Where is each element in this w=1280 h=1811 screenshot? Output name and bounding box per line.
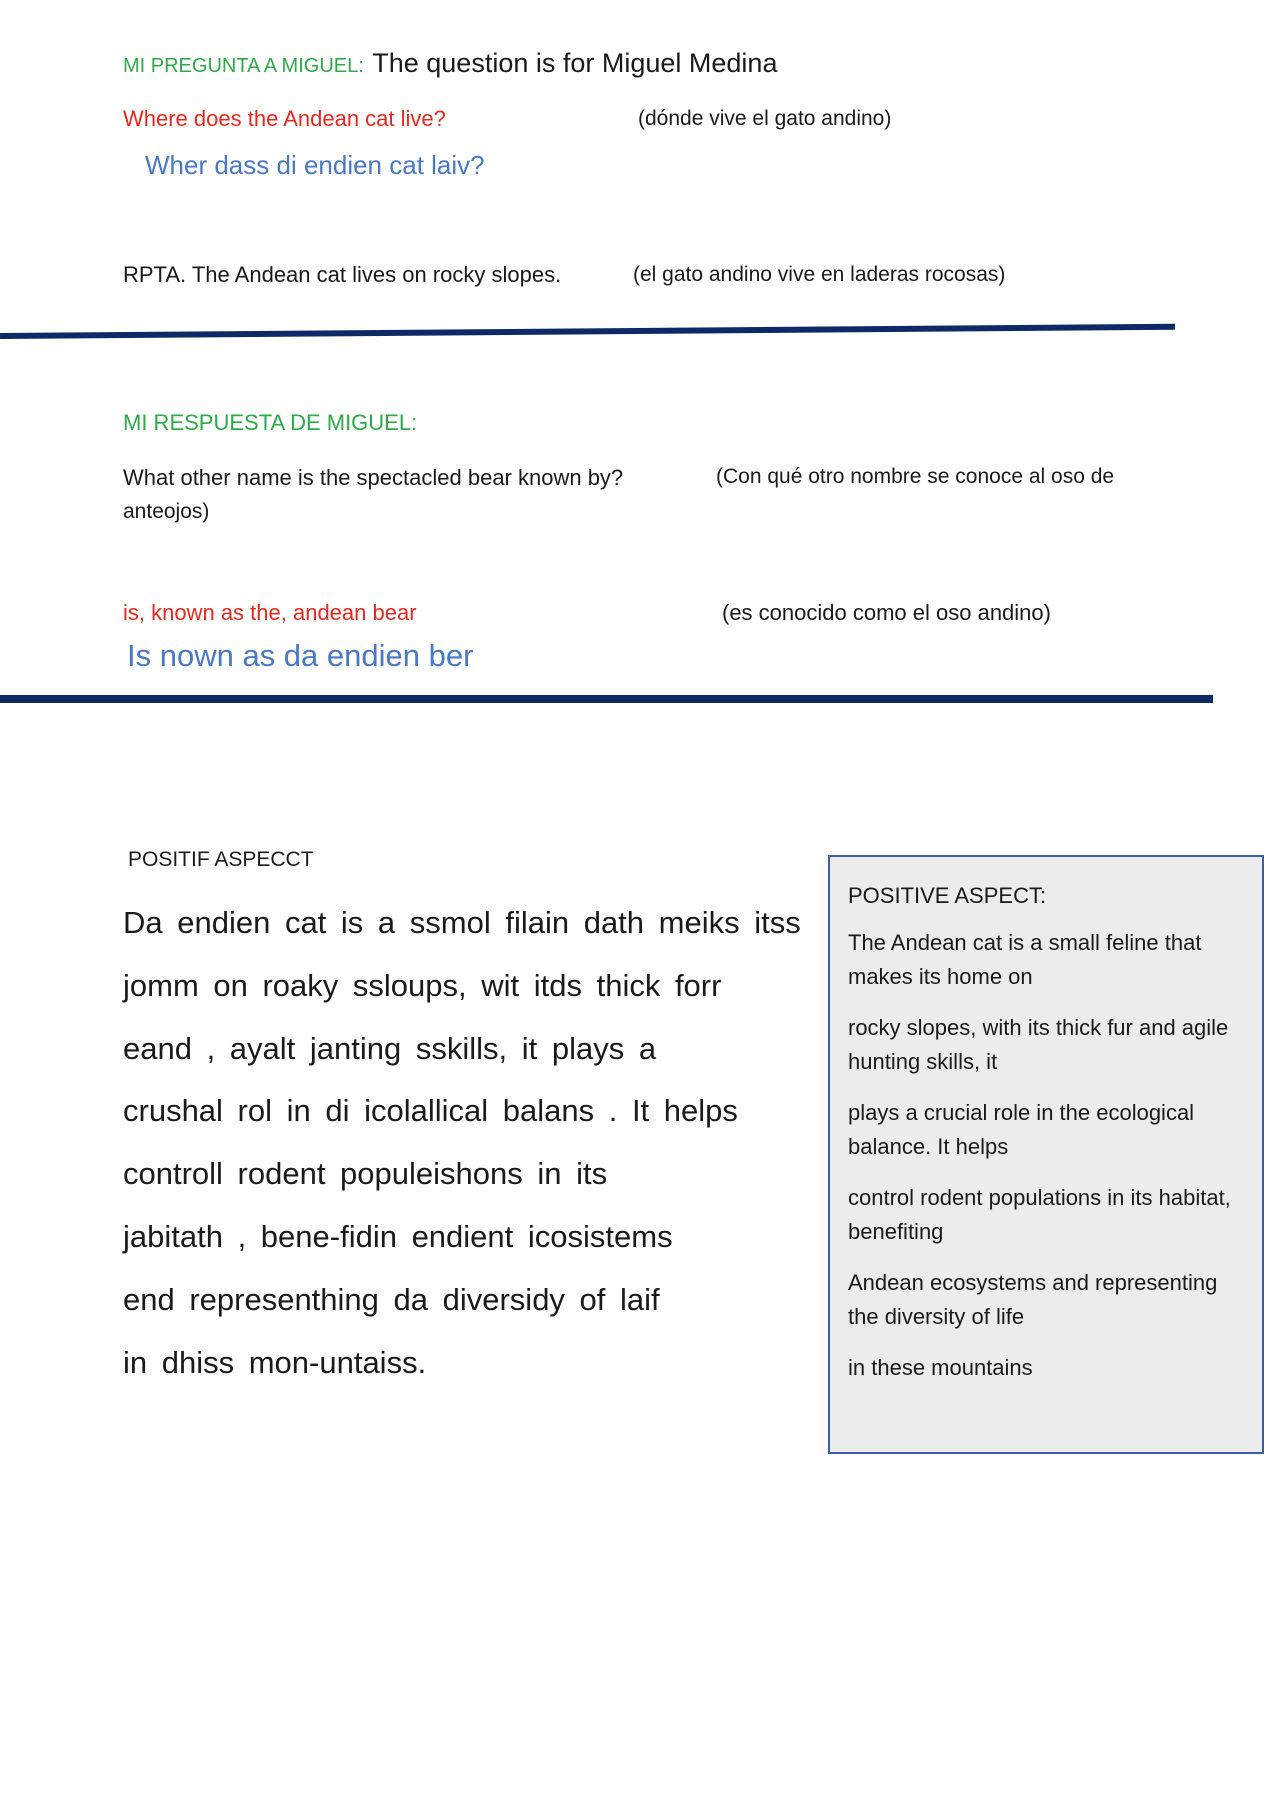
section1-label: MI PREGUNTA A MIGUEL:: [123, 55, 364, 77]
section3-heading: POSITIF ASPECCT: [128, 848, 314, 871]
phonetic-line: in dhiss mon-untaiss.: [123, 1344, 427, 1380]
phonetic-line: crushal rol in di icolallical balans . It helps: [123, 1093, 738, 1129]
phonetic-line: Da endien cat is a ssmol filain dath meiks itss: [123, 905, 801, 940]
section2-question-es: (Con qué otro nombre se conoce al oso de: [716, 465, 1115, 488]
section2-label: MI RESPUESTA DE MIGUEL:: [123, 410, 418, 435]
section-divider-1: [0, 324, 1175, 339]
phonetic-line: eand , ayalt janting sskills, it plays a: [123, 1030, 657, 1066]
phonetic-line: jomm on roaky ssloups, wit itds thick forr: [123, 967, 722, 1003]
section2-question-es-continued: anteojos): [123, 500, 210, 523]
positive-aspect-box-paragraph: plays a crucial role in the ecological balance. It helps: [848, 1100, 1195, 1159]
positive-aspect-box-heading: POSITIVE ASPECT:: [848, 883, 1047, 908]
positive-aspect-box-paragraph: The Andean cat is a small feline that makes its home on: [848, 930, 1202, 989]
phonetic-line: end representhing da diversidy of laif: [123, 1281, 660, 1317]
section1-question-es: (dónde vive el gato andino): [638, 107, 892, 130]
positive-aspect-box-paragraph: rocky slopes, with its thick fur and agile hunting skills, it: [848, 1015, 1229, 1074]
positive-aspect-box-paragraph: Andean ecosystems and representing the diversity of life: [848, 1270, 1218, 1329]
section1-header-line: [123, 48, 777, 79]
section-divider-2: [0, 695, 1213, 703]
section1-title: The question is for Miguel Medina: [372, 48, 778, 78]
positive-aspect-box-paragraph: control rodent populations in its habitat, benefiting: [848, 1185, 1231, 1244]
section2-question-en: What other name is the spectacled bear known by?: [123, 465, 624, 490]
section1-answer-en: RPTA. The Andean cat lives on rocky slopes.: [123, 262, 562, 287]
positive-aspect-box: [828, 855, 1264, 1454]
positive-aspect-box-paragraph: in these mountains: [848, 1355, 1033, 1380]
section1-question-phonetic: Wher dass di endien cat laiv?: [145, 150, 485, 180]
phonetic-line: jabitath , bene-fidin endient icosistems: [123, 1218, 673, 1254]
phonetic-line: controll rodent populeishons in its: [123, 1156, 608, 1192]
section2-answer-es: (es conocido como el oso andino): [722, 600, 1051, 625]
section1-question-en: Where does the Andean cat live?: [123, 106, 446, 131]
section1-answer-es: (el gato andino vive en laderas rocosas): [633, 263, 1006, 286]
section2-answer-en: is, known as the, andean bear: [123, 600, 417, 625]
section2-answer-phonetic: Is nown as da endien ber: [127, 638, 474, 673]
phonetic-paragraph: [123, 892, 823, 1394]
